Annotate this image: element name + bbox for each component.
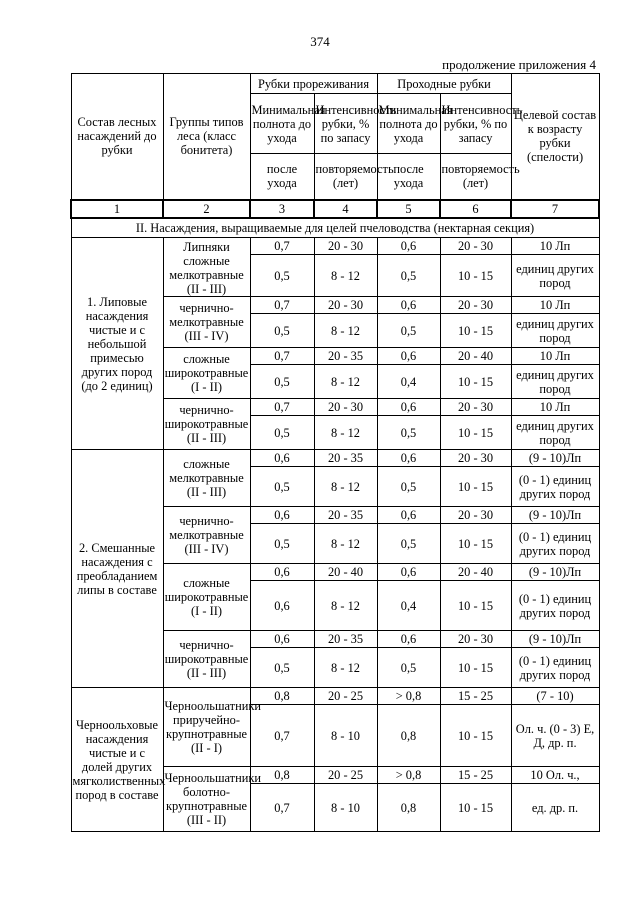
- col-number: 4: [314, 200, 377, 218]
- intensity-pass-cell: 20 - 30: [440, 450, 511, 467]
- intensity-pass-cell: 10 - 15: [440, 581, 511, 631]
- min-density-thin-cell: 0,7: [250, 705, 314, 767]
- forest-type-name: чернично-мелкотравные (III - IV): [163, 507, 250, 564]
- col-number: 6: [440, 200, 511, 218]
- min-density-thin-cell: 0,7: [250, 399, 314, 416]
- intensity-pass-cell: 20 - 30: [440, 238, 511, 255]
- intensity-thin-cell: 8 - 12: [314, 524, 377, 564]
- intensity-thin-cell: 8 - 12: [314, 314, 377, 348]
- table-row: [71, 688, 599, 705]
- min-density-pass-cell: 0,6: [377, 450, 440, 467]
- target-composition-cell: (9 - 10)Лп: [511, 450, 599, 467]
- col-number: 5: [377, 200, 440, 218]
- min-density-pass-cell: 0,8: [377, 705, 440, 767]
- intensity-pass-cell: 10 - 15: [440, 784, 511, 832]
- target-composition-cell: 10 Лп: [511, 238, 599, 255]
- forest-type-name: чернично-широкотравные (II - III): [163, 631, 250, 688]
- header-after-care-2: после ухода: [377, 154, 440, 200]
- intensity-pass-cell: 10 - 15: [440, 314, 511, 348]
- page-number: 374: [310, 34, 330, 49]
- header-target: Целевой состав к возрасту рубки (спелости): [511, 74, 599, 200]
- intensity-thin-cell: 20 - 25: [314, 767, 377, 784]
- intensity-pass-cell: 10 - 15: [440, 705, 511, 767]
- target-composition-cell: единиц других пород: [511, 314, 599, 348]
- target-composition-cell: (0 - 1) единиц других пород: [511, 581, 599, 631]
- min-density-thin-cell: 0,6: [250, 581, 314, 631]
- target-composition-cell: (9 - 10)Лп: [511, 631, 599, 648]
- header-passage: Проходные рубки: [377, 74, 511, 94]
- min-density-pass-cell: 0,6: [377, 564, 440, 581]
- header-intensity-thin: Интенсивность рубки, % по запасу: [314, 94, 377, 154]
- header-intensity-pass: Интенсивность рубки, % по запасу: [440, 94, 511, 154]
- target-composition-cell: 10 Лп: [511, 297, 599, 314]
- target-composition-cell: (0 - 1) единиц других пород: [511, 524, 599, 564]
- min-density-pass-cell: 0,5: [377, 416, 440, 450]
- intensity-thin-cell: 20 - 35: [314, 631, 377, 648]
- min-density-thin-cell: 0,5: [250, 524, 314, 564]
- min-density-thin-cell: 0,5: [250, 467, 314, 507]
- header-repeat-1: повторяемость (лет): [314, 154, 377, 200]
- col-number: 3: [250, 200, 314, 218]
- intensity-thin-cell: 20 - 35: [314, 507, 377, 524]
- col-number: 7: [511, 200, 599, 218]
- intensity-pass-cell: 20 - 30: [440, 297, 511, 314]
- target-composition-cell: 10 Ол. ч.,: [511, 767, 599, 784]
- header-min-density-pass: Минимальная полнота до ухода: [377, 94, 440, 154]
- table-row: [71, 238, 599, 255]
- min-density-pass-cell: 0,5: [377, 467, 440, 507]
- forest-type-name: Черноольшатники болотно-крупнотравные (III - II): [163, 767, 250, 832]
- continuation-note: продолжение приложения 4: [442, 57, 596, 72]
- intensity-pass-cell: 15 - 25: [440, 688, 511, 705]
- forest-type-name: сложные широкотравные (I - II): [163, 348, 250, 399]
- min-density-pass-cell: 0,6: [377, 297, 440, 314]
- target-composition-cell: единиц других пород: [511, 365, 599, 399]
- min-density-pass-cell: 0,8: [377, 784, 440, 832]
- min-density-pass-cell: 0,4: [377, 365, 440, 399]
- forest-type-name: чернично-широкотравные (II - III): [163, 399, 250, 450]
- intensity-pass-cell: 20 - 30: [440, 399, 511, 416]
- forest-type-name: сложные мелкотравные (II - III): [163, 450, 250, 507]
- intensity-thin-cell: 20 - 35: [314, 450, 377, 467]
- intensity-pass-cell: 10 - 15: [440, 648, 511, 688]
- min-density-pass-cell: 0,5: [377, 255, 440, 297]
- target-composition-cell: 10 Лп: [511, 348, 599, 365]
- header-composition: Состав лесных насаждений до рубки: [71, 74, 163, 200]
- col-number: 2: [163, 200, 250, 218]
- min-density-pass-cell: 0,6: [377, 507, 440, 524]
- min-density-pass-cell: 0,6: [377, 631, 440, 648]
- intensity-thin-cell: 20 - 30: [314, 399, 377, 416]
- section-title: II. Насаждения, выращиваемые для целей пчеловодства (нектарная секция): [71, 218, 599, 238]
- intensity-pass-cell: 20 - 30: [440, 507, 511, 524]
- group-name: Черноольховые насаждения чистые и с долей других мягколиственных пород в составе: [71, 688, 163, 832]
- group-name: 2. Смешанные насаждения с преобладанием липы в составе: [71, 450, 163, 688]
- intensity-thin-cell: 8 - 12: [314, 467, 377, 507]
- target-composition-cell: (7 - 10): [511, 688, 599, 705]
- min-density-thin-cell: 0,6: [250, 507, 314, 524]
- intensity-pass-cell: 20 - 40: [440, 564, 511, 581]
- min-density-thin-cell: 0,7: [250, 297, 314, 314]
- forest-type-name: сложные широкотравные (I - II): [163, 564, 250, 631]
- min-density-thin-cell: 0,5: [250, 255, 314, 297]
- min-density-thin-cell: 0,6: [250, 631, 314, 648]
- target-composition-cell: (9 - 10)Лп: [511, 564, 599, 581]
- group-name: 1. Липовые насаждения чистые и с небольшой примесью других пород (до 2 единиц): [71, 238, 163, 450]
- min-density-pass-cell: > 0,8: [377, 688, 440, 705]
- min-density-thin-cell: 0,5: [250, 365, 314, 399]
- table-row: [71, 450, 599, 467]
- min-density-thin-cell: 0,7: [250, 238, 314, 255]
- target-composition-cell: единиц других пород: [511, 255, 599, 297]
- intensity-thin-cell: 20 - 35: [314, 348, 377, 365]
- min-density-thin-cell: 0,7: [250, 348, 314, 365]
- min-density-pass-cell: > 0,8: [377, 767, 440, 784]
- target-composition-cell: (9 - 10)Лп: [511, 507, 599, 524]
- col-number: 1: [71, 200, 163, 218]
- header-thinning: Рубки прореживания: [250, 74, 377, 94]
- intensity-pass-cell: 10 - 15: [440, 255, 511, 297]
- min-density-pass-cell: 0,6: [377, 399, 440, 416]
- intensity-thin-cell: 8 - 10: [314, 705, 377, 767]
- min-density-thin-cell: 0,8: [250, 767, 314, 784]
- target-composition-cell: (0 - 1) единиц других пород: [511, 648, 599, 688]
- intensity-thin-cell: 20 - 30: [314, 297, 377, 314]
- forest-type-name: Липняки сложные мелкотравные (II - III): [163, 238, 250, 297]
- intensity-thin-cell: 20 - 25: [314, 688, 377, 705]
- min-density-thin-cell: 0,5: [250, 648, 314, 688]
- header-min-density-thin: Минимальная полнота до ухода: [250, 94, 314, 154]
- min-density-thin-cell: 0,6: [250, 450, 314, 467]
- intensity-thin-cell: 8 - 12: [314, 581, 377, 631]
- min-density-pass-cell: 0,5: [377, 524, 440, 564]
- intensity-thin-cell: 20 - 40: [314, 564, 377, 581]
- target-composition-cell: 10 Лп: [511, 399, 599, 416]
- table-body: [71, 238, 599, 832]
- forest-type-name: чернично-мелкотравные (III - IV): [163, 297, 250, 348]
- min-density-pass-cell: 0,5: [377, 314, 440, 348]
- min-density-thin-cell: 0,7: [250, 784, 314, 832]
- intensity-pass-cell: 15 - 25: [440, 767, 511, 784]
- min-density-thin-cell: 0,5: [250, 314, 314, 348]
- header-after-care-1: после ухода: [250, 154, 314, 200]
- intensity-pass-cell: 10 - 15: [440, 365, 511, 399]
- target-composition-cell: Ол. ч. (0 - 3) Е, Д, др. п.: [511, 705, 599, 767]
- intensity-pass-cell: 20 - 30: [440, 631, 511, 648]
- intensity-thin-cell: 20 - 30: [314, 238, 377, 255]
- target-composition-cell: (0 - 1) единиц других пород: [511, 467, 599, 507]
- intensity-thin-cell: 8 - 12: [314, 648, 377, 688]
- intensity-pass-cell: 10 - 15: [440, 467, 511, 507]
- intensity-pass-cell: 20 - 40: [440, 348, 511, 365]
- forest-type-name: Черноольшатники приручейно-крупнотравные (II - I): [163, 688, 250, 767]
- intensity-thin-cell: 8 - 12: [314, 255, 377, 297]
- intensity-thin-cell: 8 - 12: [314, 416, 377, 450]
- header-forest-groups: Группы типов леса (класс бонитета): [163, 74, 250, 200]
- min-density-thin-cell: 0,5: [250, 416, 314, 450]
- intensity-thin-cell: 8 - 12: [314, 365, 377, 399]
- intensity-pass-cell: 10 - 15: [440, 416, 511, 450]
- min-density-thin-cell: 0,8: [250, 688, 314, 705]
- min-density-pass-cell: 0,5: [377, 648, 440, 688]
- target-composition-cell: единиц других пород: [511, 416, 599, 450]
- min-density-pass-cell: 0,6: [377, 238, 440, 255]
- intensity-pass-cell: 10 - 15: [440, 524, 511, 564]
- header-repeat-2: повторяемость (лет): [440, 154, 511, 200]
- min-density-pass-cell: 0,4: [377, 581, 440, 631]
- target-composition-cell: ед. др. п.: [511, 784, 599, 832]
- min-density-thin-cell: 0,6: [250, 564, 314, 581]
- min-density-pass-cell: 0,6: [377, 348, 440, 365]
- silviculture-table: [70, 73, 600, 832]
- intensity-thin-cell: 8 - 10: [314, 784, 377, 832]
